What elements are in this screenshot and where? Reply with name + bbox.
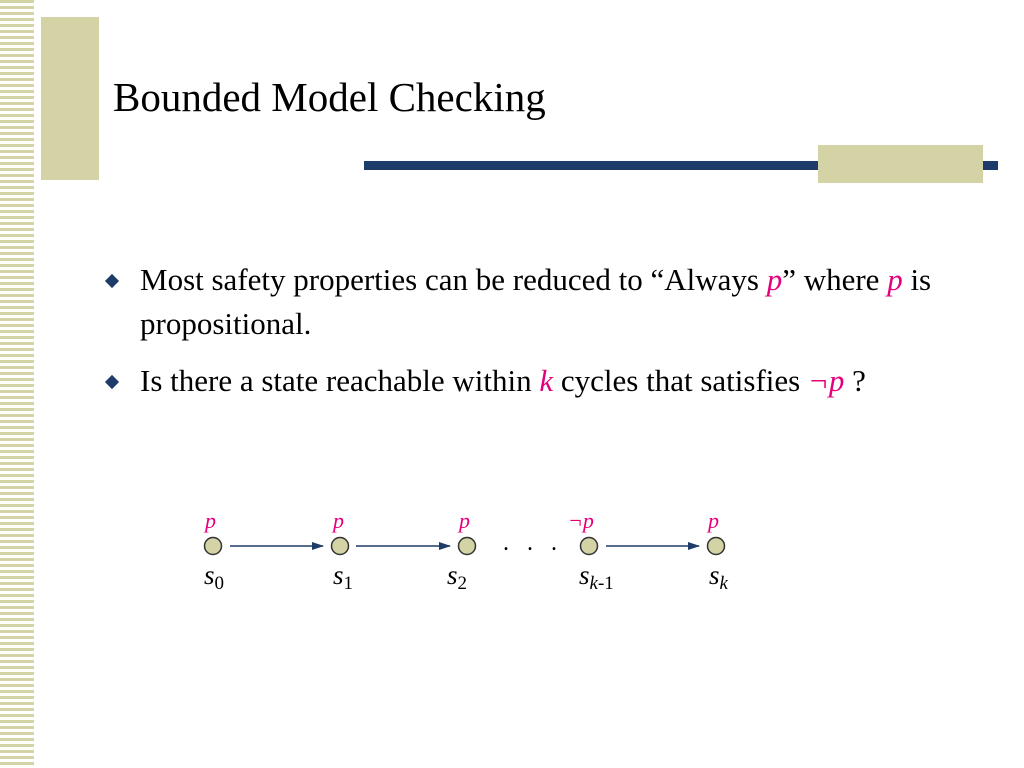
state-label-s2 bbox=[447, 560, 467, 599]
state-label-sk-minus-1 bbox=[579, 560, 614, 599]
state-subscript-variable: k bbox=[719, 573, 728, 594]
state-subscript-variable: k bbox=[589, 573, 598, 594]
variable-p: p bbox=[766, 262, 783, 297]
state-node-sk-minus-1 bbox=[581, 538, 598, 555]
prop-label-s0: p bbox=[205, 508, 216, 533]
state-name: s bbox=[204, 560, 215, 590]
variable-p: p bbox=[887, 262, 903, 297]
variable-not-p: ¬p bbox=[807, 363, 845, 398]
prop-label-sk-minus-1: ¬p bbox=[568, 508, 594, 533]
state-label-s1 bbox=[333, 560, 353, 599]
state-label-sk bbox=[709, 560, 728, 599]
bullet-text-segment: Most safety properties can be reduced to “Always bbox=[140, 262, 767, 297]
state-name: s bbox=[333, 560, 344, 590]
state-name: s bbox=[447, 560, 458, 590]
state-label-s0 bbox=[204, 560, 224, 599]
prop-label-s1: p bbox=[333, 508, 344, 533]
bullet-text-segment: ? bbox=[844, 363, 866, 398]
variable-k: k bbox=[539, 363, 554, 398]
state-subscript bbox=[590, 573, 614, 594]
state-subscript: 1 bbox=[343, 573, 354, 594]
path-ellipsis: . . . bbox=[503, 530, 563, 556]
bullet-text-segment: is propositional. bbox=[140, 262, 932, 341]
state-subscript: 2 bbox=[457, 573, 468, 594]
state-node-s0 bbox=[205, 538, 222, 555]
prop-label-s2: p bbox=[459, 508, 470, 533]
state-subscript: 0 bbox=[214, 573, 225, 594]
slide-title: Bounded Model Checking bbox=[113, 74, 546, 120]
state-node-s2 bbox=[459, 538, 476, 555]
bullet-text-segment: Is there a state reachable within bbox=[140, 363, 540, 398]
state-subscript bbox=[720, 573, 728, 594]
bullet-text-segment: ” where bbox=[782, 262, 888, 297]
state-node-sk bbox=[708, 538, 725, 555]
state-name: s bbox=[709, 560, 720, 590]
state-node-s1 bbox=[332, 538, 349, 555]
bullet-text-segment: cycles that satisfies bbox=[553, 363, 808, 398]
state-name: s bbox=[579, 560, 590, 590]
state-subscript-offset: -1 bbox=[597, 573, 614, 594]
prop-label-sk: p bbox=[708, 508, 719, 533]
